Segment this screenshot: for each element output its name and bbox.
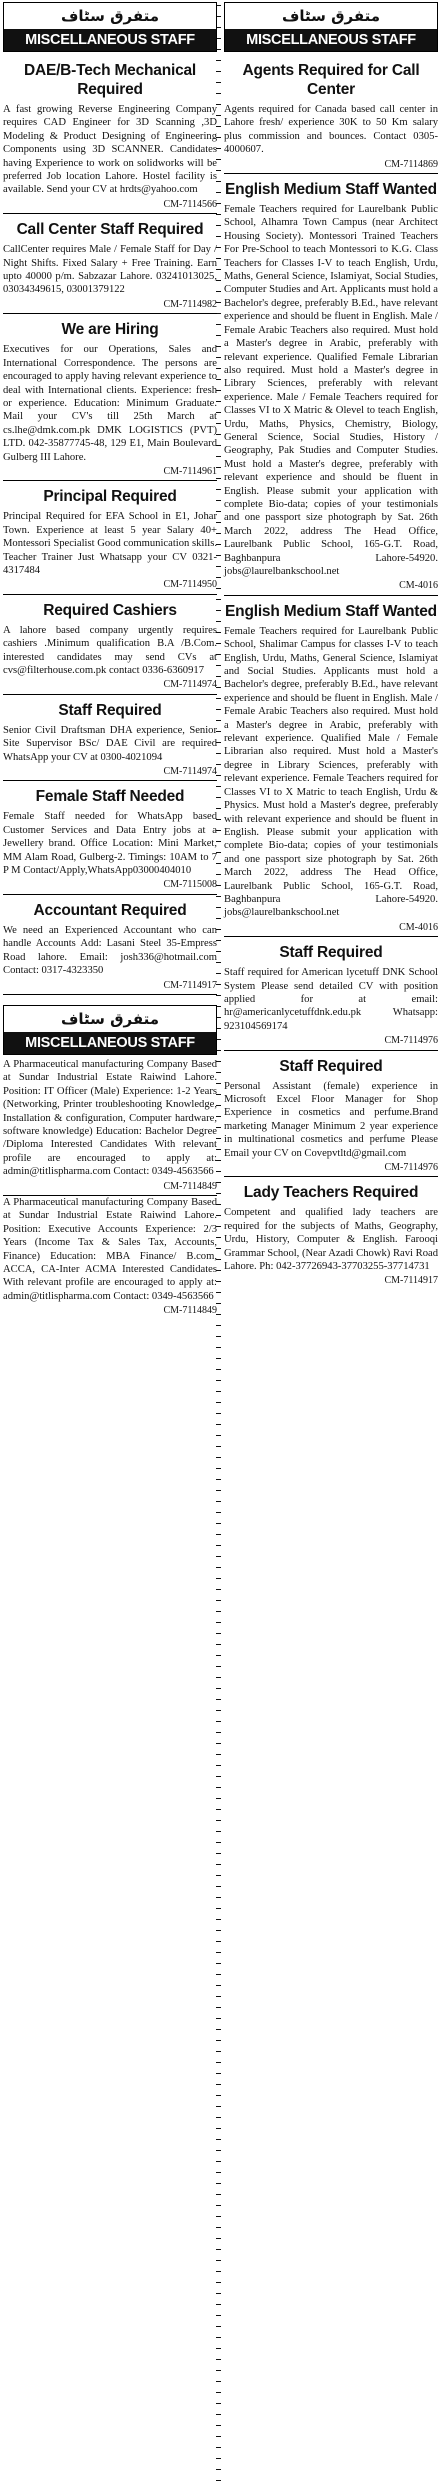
ad-code: CM-7114566 — [163, 198, 217, 210]
ad-code: CM-4016 — [399, 921, 438, 933]
classified-ad — [3, 55, 217, 214]
classified-ad — [3, 314, 217, 481]
section-header-urdu: متفرق سٹاف — [281, 7, 381, 25]
ad-body: We need an Experienced Accountant who can handle Accounts Add: Lasani Steel 35-Empress Road lahore. Email: josh336@hotmail.com Contact: 0317-4323350 — [3, 924, 217, 977]
classified-ad — [3, 695, 217, 782]
ad-title: Female Staff Needed — [35, 788, 185, 806]
ad-code: CM-7114961 — [163, 465, 217, 477]
ad-code: CM-7114849 — [163, 1305, 217, 1317]
classified-ad — [3, 214, 217, 314]
section-header-english: MISCELLANEOUS STAFF — [225, 29, 437, 51]
ad-title: Accountant Required — [33, 901, 187, 919]
section-header — [224, 2, 438, 52]
classified-ad — [3, 781, 217, 894]
classified-ad — [224, 596, 438, 937]
ad-body: Agents required for Canada based call center in Lahore fresh/ experience 30K to 50 Km salary plus commission and bounces. Contact 0305-4000607. — [224, 104, 438, 156]
left-column — [3, 0, 217, 1320]
ad-code: CM-7114974 — [163, 679, 217, 691]
ad-body: CallCenter requires Male / Female Staff for Day / Night Shifts. Fixed Salary + Free Training. Earn upto 40000 p/m. Sabzazar Lahore. 03241013025, 03034349615, 03001379122 — [3, 244, 217, 296]
classified-ad — [224, 1051, 438, 1178]
ad-code: CM-7114974 — [163, 766, 217, 778]
ad-title: Staff Required — [279, 1057, 383, 1075]
ad-body: Female Teachers required for Laurelbank Public School, Alhamra Town Campus (near Architect Housing Society). Montessori Trained Teachers For Pre-School to teach Montessori to K.G. Class Teachers for Classes I-V to teach English, Urdu, Maths, General Science, Islamiyat, Social Studies, Computer Studies and Art. Applicants must hold a Bachelor's degree, preferably B.Ed., have relevant experience and should be fluent in English. Male / Female Arabic Teachers also required. Must hold a Master's degree in Arabic, preferably with relevant experience. Qualified Female Librarian also required. Must hold a Master's degree in Library Sciences, preferably with relevant experience. Male / Female Teachers required for Classes VI to X Matric & Olevel to teach English, Urdu, Maths, Physics, Chemistry, Biology, General Science, Social Studies, History / Geography, Pak Studies and Computer Studies. Must hold a Master's degree, preferably with relevant experience and should be fluent in English. Please submit your application with complete Bio-data; copies of your testimonials and one passport size photograph by Sat. 26th March 2022, address The Head Office, Laurelbank Public School, 165-G.T. Road, Baghbanpura Lahore-54920. jobs@laurelbankschool.net — [224, 204, 438, 577]
right-column — [224, 0, 438, 1290]
ad-code: CM-7114976 — [384, 1162, 438, 1174]
section-header-urdu: متفرق سٹاف — [60, 1009, 160, 1028]
ad-code: CM-7114950 — [163, 579, 217, 591]
ad-title: Staff Required — [279, 944, 383, 962]
ad-code: CM-7114849 — [163, 1180, 217, 1192]
ad-body: A Pharmaceutical manufacturing Company Based at Sundar Industrial Estate Raiwind Lahore. Position: Executive Accounts Experience: 2/3 Years (Income Tax & Sales Tax, Accounts, Finance) Education: MBA Finance/ B.com, ACCA, CA-Inter ACMA Interested Candidates With relevant profile are encouraged to apply at: admin@titlispharma.com Contact: 0349-4563566 — [3, 1196, 217, 1302]
classified-ad — [3, 1058, 217, 1196]
ad-title: DAE/B-Tech Mechanical Required — [23, 62, 197, 98]
ad-title: English Medium Staff Wanted — [225, 181, 437, 199]
ad-title: We are Hiring — [61, 321, 159, 339]
ad-code: CM-7114869 — [384, 158, 438, 170]
ad-body: Personal Assistant (female) experience in Microsoft Excel Floor Manager for Shop Experience in cosmetics and perfume.Brand marketing Manager Minimum 2 year experience in multinational cosmetics and perfume Please Email your CV on Covepvtltd@gmail.com — [224, 1080, 438, 1159]
ad-code: CM-7114917 — [384, 1275, 438, 1287]
ad-body: Female Staff needed for WhatsApp based Customer Services and Data Entry jobs at a Jewellery brand. Office Location: Mini Market, MM Alam Road, Gulberg-2. Timings: 10AM to 7 P M Contact/Apply,WhatsApp03000404010 — [3, 811, 217, 877]
section-header-english: MISCELLANEOUS STAFF — [4, 1032, 216, 1054]
ad-title: Agents Required for Call Center — [242, 62, 420, 98]
ad-title: Call Center Staff Required — [16, 221, 204, 239]
ad-title: Staff Required — [58, 701, 162, 719]
ad-code: CM-7115008 — [163, 879, 217, 891]
section-header-english: MISCELLANEOUS STAFF — [4, 29, 216, 51]
ad-title: Principal Required — [43, 488, 177, 506]
classified-ad — [224, 55, 438, 174]
ad-code: CM-7114976 — [384, 1035, 438, 1047]
ad-body: A Pharmaceutical manufacturing Company Based at Sundar Industrial Estate Raiwind Lahore. Position: IT Officer (Male) Experience: 1-2 Years (Networking, Printer troubleshooting Knowledge, Installation & configuration, Computer hardware, software knowledge) Education: Bachelor Degree /Diploma Interested Candidates With relevant profile are encouraged to apply at: admin@titlispharma.com Contact: 0349-4563566 — [3, 1058, 217, 1178]
ad-body: Competent and qualified lady teachers are required for the subjects of Maths, Geography, Urdu, History, Computer & English. Farooqi Grammar School, (Near Azadi Chowk) Ravi Road Lahore. Ph: 042-37726943-37703255-37714731 — [224, 1207, 438, 1273]
ad-title: English Medium Staff Wanted — [225, 602, 437, 620]
ad-body: A lahore based company urgently requires cashiers .Minimum qualification B.A /B.Com. interested candidates may send CVs at cvs@filterhouse.com.pk contact 0336-6360917 — [3, 624, 217, 676]
classified-ad — [3, 895, 217, 995]
classified-ad — [224, 174, 438, 596]
section-header — [3, 2, 217, 52]
classified-ad — [3, 595, 217, 695]
ad-title: Required Cashiers — [43, 601, 177, 619]
classified-ad — [224, 1177, 438, 1289]
ad-body: Staff required for American lycetuff DNK School System Please send detailed CV with position applied for at email: hr@americanlycetuffdnk.edu.pk Whatsapp: 923104569174 — [224, 967, 438, 1032]
ad-code: CM-7114982 — [163, 298, 217, 310]
classified-ad — [3, 1196, 217, 1320]
ad-body: A fast growing Reverse Engineering Company requires CAD Engineer for 3D Scanning ,3D Modeling & Product Designing of Engineering Components using 3D SCANNER. Candidates having Experience to work on solidworks will be preferred Job location Lahore. Hostel facility is available. Send your CV at hrdts@yahoo.com — [3, 104, 217, 196]
ad-body: Senior Civil Draftsman DHA experience, Senior Site Supervisor BSc/ DAE Civil are required WhatsApp your CV at 0300-4021094 — [3, 724, 217, 763]
ad-title: Lady Teachers Required — [243, 1184, 419, 1202]
section-header — [3, 1005, 217, 1055]
ad-body: Executives for our Operations, Sales and International Correspondence. The persons are encouraged to apply having relevant experience to deal with International clients. Experience: fresh or experience. Education: Minimum Graduate. Mail your CV's till 25th March at cs.lhe@dmk.com.pk DMK LOGISTICS (PVT) LTD. 042-35877745-48, 129 E1, Main Boulevard Gulberg III Lahore. — [3, 344, 217, 463]
ad-body: Principal Required for EFA School in E1, Johar Town. Experience at least 5 year Salary 40+ Montessori Specialist Good communication skills. Teacher Trainer Just Whatsapp your CV 0321-4317484 — [3, 511, 217, 576]
ad-body: Female Teachers required for Laurelbank Public School, Shalimar Campus for classes I-V to teach English, Urdu, Maths, General Science, Islamiyat and Social Studies. Applicants must hold a Bachelor's degree, preferably B.Ed., have relevant experience and should be fluent in English. Male / Female Arabic Teachers also required. Must hold a Master's degree in Arabic, preferably with relevant experience. Qualified Male / Female Librarian also required. Must hold a Master's degree in Library Sciences, preferably with relevant experience. Female Teachers required for Classes VI to X Matric to teach English, Urdu & Physics. Must hold a Master's degree, preferably with relevant experience and should be fluent in English. Please submit your application with complete Bio-data; copies of your testimonials and one passport size photograph by Sat. 26th March 2022, address The Head Office, Laurelbank Public School, 165-G.T. Road, Baghbanpura Lahore-54920. jobs@laurelbankschool.net — [224, 625, 438, 919]
ad-code: CM-7114917 — [163, 979, 217, 991]
ad-code: CM-4016 — [399, 580, 438, 592]
classified-ad — [3, 481, 217, 594]
section-header-urdu: متفرق سٹاف — [60, 7, 160, 25]
classified-ad — [224, 937, 438, 1050]
